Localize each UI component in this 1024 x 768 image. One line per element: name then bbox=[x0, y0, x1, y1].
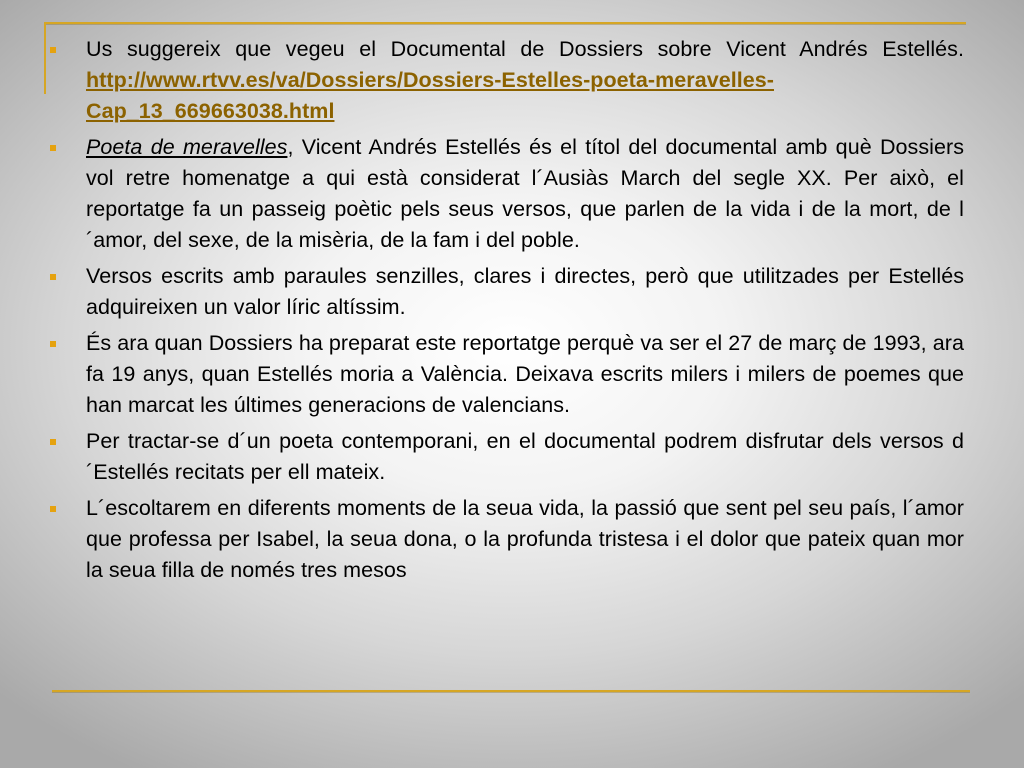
square-bullet-icon bbox=[50, 341, 56, 347]
bullet-text: Per tractar-se d´un poeta contemporani, en el documental podrem disfrutar dels versos d´Estellés recitats per ell mateix. bbox=[86, 429, 964, 484]
square-bullet-icon bbox=[50, 506, 56, 512]
square-bullet-icon bbox=[50, 145, 56, 151]
bullet-item-escoltarem bbox=[46, 493, 964, 586]
bullet-text: , Vicent Andrés Estellés és el títol del documental amb què Dossiers vol retre homenatge a qui està considerat l´Ausiàs March del segle XX. Per això, el reportatge fa un passeig poètic pels seus versos, que parlen de la vida i de la mort, de l´amor, del sexe, de la misèria, de la fam i del poble. bbox=[86, 135, 964, 252]
square-bullet-icon bbox=[50, 274, 56, 280]
documentary-title: Poeta de meravelles bbox=[86, 135, 288, 159]
bullet-text: L´escoltarem en diferents moments de la seua vida, la passió que sent pel seu país, l´amor que professa per Isabel, la seua dona, o la profunda tristesa i el dolor que pateix quan mor la seua filla de només tres mesos bbox=[86, 496, 964, 582]
square-bullet-icon bbox=[50, 439, 56, 445]
documentary-link[interactable]: http://www.rtvv.es/va/Dossiers/Dossiers-Estelles-poeta-meravelles-Cap_13_669663038.html bbox=[86, 68, 774, 123]
bottom-decorative-rule bbox=[52, 690, 970, 692]
bullet-item-es-ara bbox=[46, 328, 964, 421]
square-bullet-icon bbox=[50, 47, 56, 53]
bullet-item-poeta-de-meravelles bbox=[46, 132, 964, 256]
slide-content bbox=[46, 34, 964, 591]
top-decorative-rule bbox=[44, 22, 966, 24]
bullet-text: Versos escrits amb paraules senzilles, clares i directes, però que utilitzades per Estellés adquireixen un valor líric altíssim. bbox=[86, 264, 964, 319]
bullet-text: És ara quan Dossiers ha preparat este reportatge perquè va ser el 27 de març de 1993, ara fa 19 anys, quan Estellés moria a València. Deixava escrits milers i milers de poemes que han marcat les últimes generacions de valencians. bbox=[86, 331, 964, 417]
bullet-item-poeta-contemporani bbox=[46, 426, 964, 488]
bullet-list bbox=[46, 34, 964, 586]
bullet-text: Us suggereix que vegeu el Documental de Dossiers sobre Vicent Andrés Estellés. bbox=[86, 37, 964, 61]
bullet-item-versos bbox=[46, 261, 964, 323]
bullet-item-documentary-link bbox=[46, 34, 964, 127]
